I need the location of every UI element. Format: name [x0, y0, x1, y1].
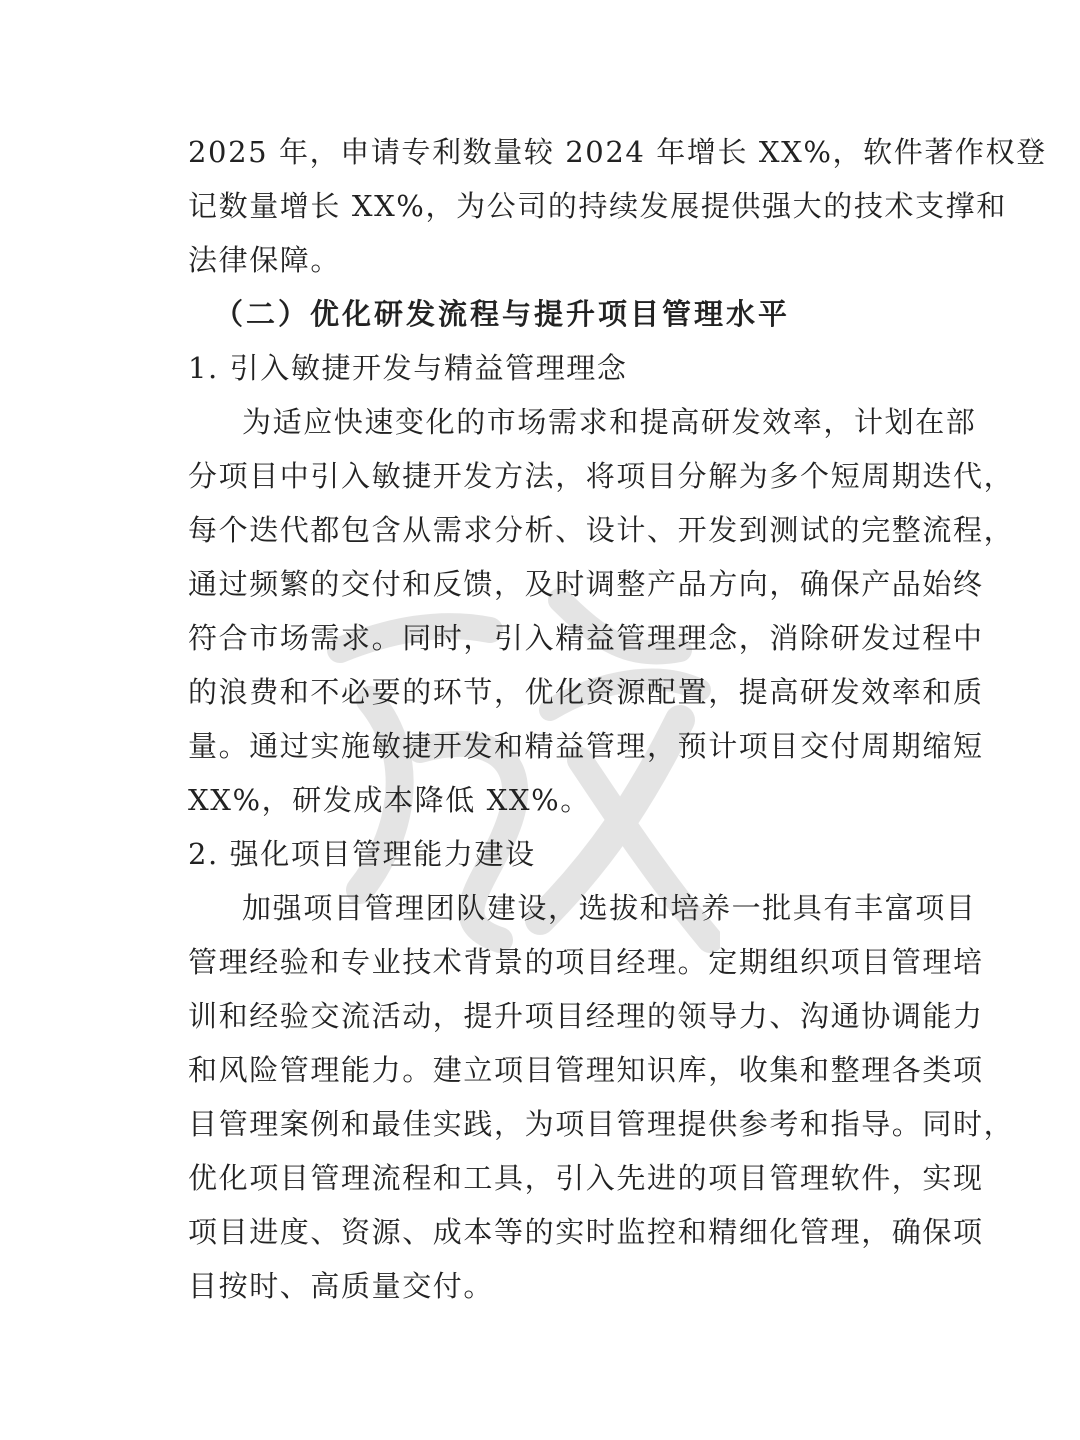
paragraph-line: 的浪费和不必要的环节，优化资源配置，提高研发效率和质 [188, 675, 984, 709]
paragraph-line: 法律保障。 [188, 243, 342, 277]
subsection-heading: 1. 引入敏捷开发与精益管理理念 [188, 351, 628, 385]
paragraph-line: 符合市场需求。同时，引入精益管理理念，消除研发过程中 [188, 621, 984, 655]
paragraph-line: 和风险管理能力。建立项目管理知识库，收集和整理各类项 [188, 1053, 984, 1087]
paragraph-line: 量。通过实施敏捷开发和精益管理，预计项目交付周期缩短 [188, 729, 984, 763]
paragraph-line: 优化项目管理流程和工具，引入先进的项目管理软件，实现 [188, 1161, 984, 1195]
paragraph-line: 每个迭代都包含从需求分析、设计、开发到测试的完整流程， [188, 513, 1015, 547]
paragraph-line: 为适应快速变化的市场需求和提高研发效率，计划在部 [242, 405, 977, 439]
paragraph-line: 目管理案例和最佳实践，为项目管理提供参考和指导。同时， [188, 1107, 1015, 1141]
paragraph-line: 训和经验交流活动，提升项目经理的领导力、沟通协调能力 [188, 999, 984, 1033]
paragraph-line: 项目进度、资源、成本等的实时监控和精细化管理，确保项 [188, 1215, 984, 1249]
section-heading: （二）优化研发流程与提升项目管理水平 [214, 297, 791, 331]
paragraph-line: XX%，研发成本降低 XX%。 [188, 783, 591, 817]
paragraph-line: 目按时、高质量交付。 [188, 1269, 495, 1303]
subsection-heading: 2. 强化项目管理能力建设 [188, 837, 536, 871]
paragraph-line: 记数量增长 XX%，为公司的持续发展提供强大的技术支撑和 [188, 189, 1007, 223]
paragraph-line: 通过频繁的交付和反馈，及时调整产品方向，确保产品始终 [188, 567, 984, 601]
paragraph-line: 加强项目管理团队建设，选拔和培养一批具有丰富项目 [242, 891, 977, 925]
paragraph-line: 管理经验和专业技术背景的项目经理。定期组织项目管理培 [188, 945, 984, 979]
paragraph-line: 2025 年，申请专利数量较 2024 年增长 XX%，软件著作权登 [188, 135, 1047, 169]
paragraph-line: 分项目中引入敏捷开发方法，将项目分解为多个短周期迭代， [188, 459, 1015, 493]
